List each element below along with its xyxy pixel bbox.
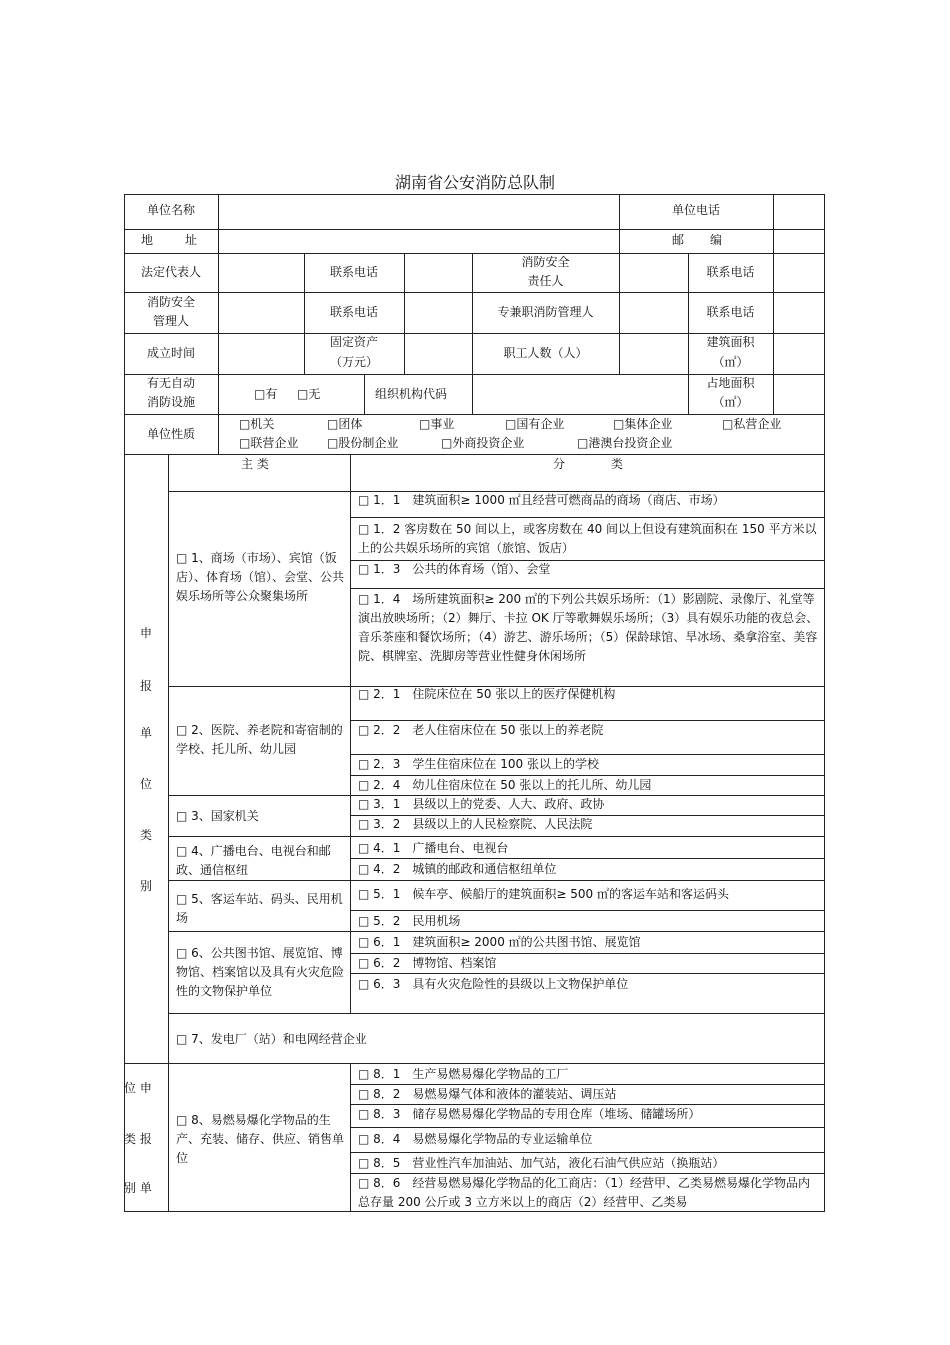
side-label-char: 申 xyxy=(140,626,153,640)
side-label-char: 位 申 xyxy=(124,1081,152,1095)
label-land-area-2: （㎡） xyxy=(712,395,749,409)
side-label-char: 类 xyxy=(140,828,153,842)
label-auto-fire-2: 消防设施 xyxy=(146,395,195,409)
label-unit-name: 单位名称 xyxy=(146,203,195,217)
main-category-7[interactable]: □ 7、发电厂（站）和电网经营企业 xyxy=(176,1032,367,1046)
label-address-1: 地 xyxy=(141,233,154,247)
sub-category-5-1[interactable]: □ 5．1 候车亭、候船厅的建筑面积≥ 500 ㎡的客运车站和客运码头 xyxy=(358,887,730,901)
header-sub-category-1: 分 xyxy=(553,457,566,471)
main-category-1[interactable]: □ 1、商场（市场）、宾馆（饭店）、体育场（馆）、会堂、公共娱乐场所等公众聚集场所 xyxy=(176,551,345,603)
table-line xyxy=(124,454,825,455)
side-label-char: 别 xyxy=(140,879,153,893)
sub-category-2-3[interactable]: □ 2．3 学生住宿床位在 100 张以上的学校 xyxy=(358,757,599,771)
label-unit-phone: 单位电话 xyxy=(671,203,720,217)
table-line xyxy=(124,194,825,195)
label-safety-mgr-1: 消防安全 xyxy=(146,295,195,309)
label-legal-rep: 法定代表人 xyxy=(140,265,201,279)
sub-category-8-2[interactable]: □ 8．2 易燃易爆气体和液体的灌装站、调压站 xyxy=(358,1087,617,1101)
table-line xyxy=(364,374,365,414)
label-build-area-1: 建筑面积 xyxy=(706,335,755,349)
main-category-8[interactable]: □ 8、易燃易爆化学物品的生产、充装、储存、供应、销售单位 xyxy=(176,1113,345,1165)
nature-option[interactable]: □港澳台投资企业 xyxy=(577,436,673,450)
label-org-code: 组织机构代码 xyxy=(375,387,448,401)
nature-option[interactable]: □国有企业 xyxy=(505,417,565,431)
sub-category-1-1[interactable]: □ 1．1 建筑面积≥ 1000 ㎡且经营可燃商品的商场（商店、市场） xyxy=(358,493,725,507)
label-staff-count: 职工人数（人） xyxy=(503,346,588,360)
label-contact-phone: 联系电话 xyxy=(706,305,755,319)
sub-category-3-2[interactable]: □ 3．2 县级以上的人民检察院、人民法院 xyxy=(358,817,593,831)
nature-option[interactable]: □股份制企业 xyxy=(327,436,399,450)
main-category-4[interactable]: □ 4、广播电台、电视台和邮政、通信枢纽 xyxy=(176,844,331,877)
sub-category-2-2[interactable]: □ 2．2 老人住宿床位在 50 张以上的养老院 xyxy=(358,723,604,737)
nature-option[interactable]: □联营企业 xyxy=(239,436,299,450)
table-line xyxy=(168,1013,825,1014)
table-line xyxy=(168,880,825,881)
side-label-char: 报 xyxy=(140,679,153,693)
sub-category-6-1[interactable]: □ 6．1 建筑面积≥ 2000 ㎡的公共图书馆、展览馆 xyxy=(358,935,641,949)
table-line xyxy=(124,1211,825,1212)
sub-category-1-4[interactable]: □ 1．4 场所建筑面积≥ 200 ㎡的下列公共娱乐场所：（1）影剧院、录像厅、礼堂等演出放映场所；（2）舞厅、卡拉 OK 厅等歌舞娱乐场所；（3）具有娱乐功能的夜总会、音乐茶座和餐饮场所；（4）游艺、游乐场所；（5）保龄球馆、旱冰场、桑拿浴室、美容院、棋牌室、洗脚房等营业性健身休闲场所 xyxy=(358,592,819,663)
main-category-3[interactable]: □ 3、国家机关 xyxy=(176,809,259,823)
table-line xyxy=(350,588,825,589)
label-fixed-assets-2: （万元） xyxy=(329,355,378,369)
label-unit-nature: 单位性质 xyxy=(146,427,195,441)
checkbox-no-auto-fire[interactable]: □无 xyxy=(297,387,321,401)
table-line xyxy=(350,858,825,859)
sub-category-1-3[interactable]: □ 1．3 公共的体育场（馆）、会堂 xyxy=(358,562,551,576)
sub-category-8-6[interactable]: □ 8．6 经营易燃易爆化学物品的化工商店：（1）经营甲、乙类易燃易爆化学物品内总存量 200 公斤或 3 立方米以上的商店（2）经营甲、乙类易 xyxy=(358,1176,811,1209)
label-contact-phone: 联系电话 xyxy=(329,305,378,319)
table-line xyxy=(124,292,825,293)
table-line xyxy=(124,1063,825,1064)
label-safety-resp-1: 消防安全 xyxy=(521,255,570,269)
label-build-area-2: （㎡） xyxy=(712,355,749,369)
label-safety-resp-2: 责任人 xyxy=(527,274,564,288)
nature-option[interactable]: □私营企业 xyxy=(722,417,782,431)
nature-option[interactable]: □机关 xyxy=(239,417,275,431)
label-address-2: 址 xyxy=(185,233,198,247)
label-safety-mgr-2: 管理人 xyxy=(152,314,189,328)
sub-category-8-5[interactable]: □ 8．5 营业性汽车加油站、加气站，液化石油气供应站（换瓶站） xyxy=(358,1156,725,1170)
nature-option[interactable]: □团体 xyxy=(327,417,363,431)
label-contact-phone: 联系电话 xyxy=(706,265,755,279)
nature-option[interactable]: □事业 xyxy=(419,417,455,431)
table-line xyxy=(773,194,774,414)
sub-category-3-1[interactable]: □ 3．1 县级以上的党委、人大、政府、政协 xyxy=(358,797,605,811)
label-parttime-mgr: 专兼职消防管理人 xyxy=(497,305,594,319)
sub-category-1-2[interactable]: □ 1．2 客房数在 50 间以上，或客房数在 40 间以上但设有建筑面积在 150 平方米以上的公共娱乐场所的宾馆（旅馆、饭店） xyxy=(358,522,817,555)
sub-category-4-2[interactable]: □ 4．2 城镇的邮政和通信枢纽单位 xyxy=(358,862,557,876)
label-postcode-2: 编 xyxy=(710,233,723,247)
checkbox-has-auto-fire[interactable]: □有 xyxy=(254,387,278,401)
side-label-char: 位 xyxy=(140,777,153,791)
sub-category-4-1[interactable]: □ 4．1 广播电台、电视台 xyxy=(358,841,509,855)
nature-option[interactable]: □集体企业 xyxy=(613,417,673,431)
table-line xyxy=(124,229,825,230)
table-line xyxy=(350,973,825,974)
table-line xyxy=(124,414,825,415)
table-line xyxy=(350,1063,351,1212)
header-sub-category-2: 类 xyxy=(611,457,624,471)
label-postcode-1: 邮 xyxy=(672,233,685,247)
sub-category-5-2[interactable]: □ 5．2 民用机场 xyxy=(358,914,461,928)
table-line xyxy=(350,1152,825,1153)
sub-category-8-4[interactable]: □ 8．4 易燃易爆化学物品的专业运输单位 xyxy=(358,1132,593,1146)
main-category-5[interactable]: □ 5、客运车站、码头、民用机场 xyxy=(176,892,343,925)
nature-option[interactable]: □外商投资企业 xyxy=(441,436,525,450)
sub-category-2-4[interactable]: □ 2．4 幼儿住宿床位在 50 张以上的托儿所、幼儿园 xyxy=(358,778,652,792)
table-line xyxy=(824,194,825,1212)
table-line xyxy=(168,931,825,932)
sub-category-8-1[interactable]: □ 8．1 生产易燃易爆化学物品的工厂 xyxy=(358,1067,569,1081)
table-line xyxy=(619,253,620,374)
sub-category-8-3[interactable]: □ 8．3 储存易燃易爆化学物品的专用仓库（堆场、储罐场所） xyxy=(358,1107,701,1121)
label-land-area-1: 占地面积 xyxy=(706,376,755,390)
side-label-char: 单 xyxy=(140,726,153,740)
main-category-2[interactable]: □ 2、医院、养老院和寄宿制的学校、托儿所、幼儿园 xyxy=(176,723,343,756)
sub-category-6-3[interactable]: □ 6．3 具有火灾危险性的县级以上文物保护单位 xyxy=(358,977,629,991)
table-line xyxy=(168,454,169,1212)
label-fixed-assets-1: 固定资产 xyxy=(329,335,378,349)
header-main-category: 主 类 xyxy=(241,457,269,471)
side-label-char: 类 报 xyxy=(124,1132,152,1146)
sub-category-6-2[interactable]: □ 6．2 博物馆、档案馆 xyxy=(358,956,497,970)
table-line xyxy=(350,910,825,911)
table-line xyxy=(350,1127,825,1128)
table-line xyxy=(350,517,825,518)
form-title: 湖南省公安消防总队制 xyxy=(394,173,555,192)
main-category-6[interactable]: □ 6、公共图书馆、展览馆、博物馆、档案馆以及具有火灾危险性的文物保护单位 xyxy=(176,946,345,998)
table-line xyxy=(168,836,825,837)
table-line xyxy=(350,454,351,1013)
table-line xyxy=(404,253,405,374)
label-auto-fire-1: 有无自动 xyxy=(146,376,195,390)
label-contact-phone: 联系电话 xyxy=(329,265,378,279)
sub-category-2-1[interactable]: □ 2．1 住院床位在 50 张以上的医疗保健机构 xyxy=(358,687,616,701)
side-label-char: 别 单 xyxy=(124,1181,152,1195)
table-line xyxy=(218,194,219,454)
label-established: 成立时间 xyxy=(146,346,195,360)
